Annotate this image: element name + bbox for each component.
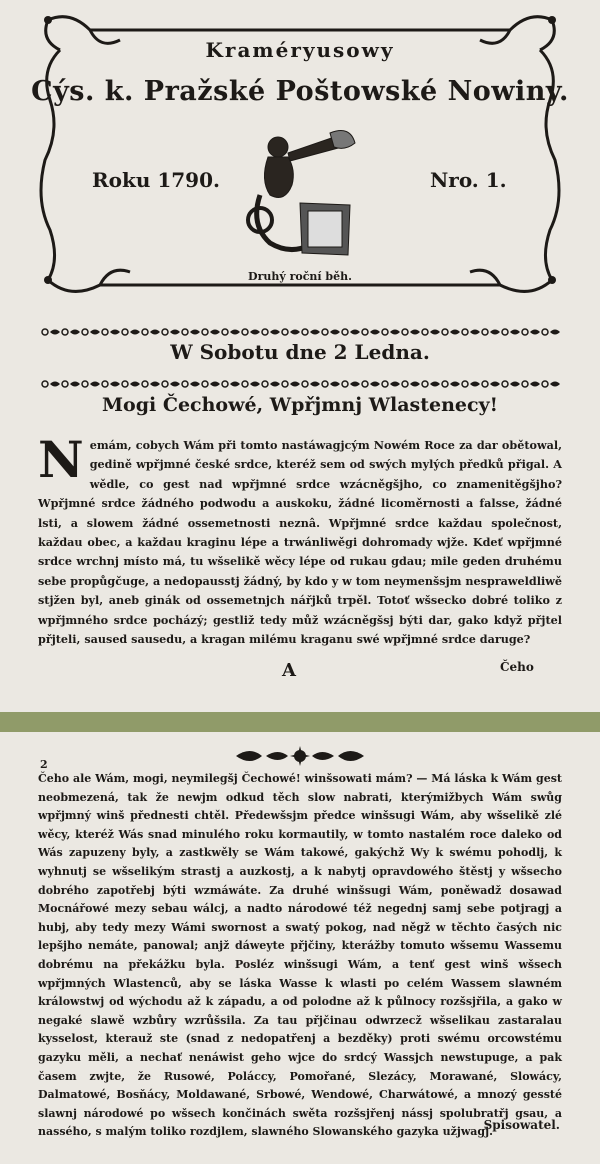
- publisher-name: Kraméryusowy: [205, 38, 395, 62]
- page-number: 2: [40, 758, 48, 771]
- newspaper-page-2: [0, 732, 600, 1164]
- article-body-page-2: Čeho ale Wám, mogi, neymilegšj Čechowé! winšsowati mám? — Má láska k Wám gest neobmezená, tak že newjm odkud těch slow nabrati, kterýmižbych Wám swůg wpřjmný winš přednesti chtěl. Předewšsjm předce winšsugi Wám, aby wšselikě zlé wěcy, kteréž Wás snad minulého roku kormautily, w tomto nastalém roce daleko od Wás zapuzeny byly, a zastkwěly se Wám takowé, gakýchž Wy k swému pohodlj, k wyhnutj se wšselikým strastj a auzkostj, a k nabytj opravdowého štěstj y wšsecho dobrého zapotřebj býti wzmáwáte. Za druhé winšsugi Wám, poněwadž dosawad Mocnářowé mezy sebau wálcj, a nadto národowé též negednj samj sebe potjragj a hubj, aby tedy mezy Wámi swornost a swatý pokog, nad něgž w těchto časých nic lepšjho nemáte, panowal; anjž dáweyte přjčiny, kterážby tomuto wšsemu Wassemu dobrému na překážku byla. Posléz winšsugi Wám, a tenť gest winš wšsech wpřjmných Wlastenců, aby se láska Wasse k wlasti po celém Wassem slawném králowstwj od wýchodu až k západu, a od polodne až k půlnocy rozšsjřila, a gako w negaké slawě wzbůry wzrůšsila. Za tau přjčinau odwrzecž wšselikau zastaralau kysselost, kterauž ste (snad z nedopatřenj a bezděky) proti swému orcowstému gazyku měli, a nechať nenáwist geho wjce do srdcý Wassjch newstupuge, a pak časem zwjte, že Rusowé, Poláccy, Pomořané, Slezácy, Morawané, Slowácy, Dalmatowé, Bosňácy, Moldawané, Srbowé, Wendowé, Charwátowé, a mnozý gessté slawnj národowé po wšsech končinách swěta rozšsjřenj nássj spolubratřj gsau, a nassého, s malým toliko rozdjlem, slawného Slowanského gazyka užjwagj.: [38, 772, 562, 1139]
- author-signature: Spisowatel.: [483, 1118, 560, 1132]
- edition-note: Druhý roční běh.: [248, 270, 352, 283]
- newspaper-title: Cýs. k. Pražské Poštowské Nowiny.: [31, 76, 569, 107]
- page-divider: [0, 712, 600, 732]
- ornament-border-bottom: [40, 374, 560, 384]
- article-body-page-1: [38, 430, 562, 649]
- signature-mark: A: [282, 660, 296, 681]
- catchword: Čeho: [500, 660, 534, 674]
- article-text: emám, cobych Wám při tomto nastáwagjcým Nowém Roce za dar obětowal, gedině wpřjmné české srdce, kteréž sem od swých mylých předků přigal. A wědle, co gest nad wpřjmné srdce wzácněgšjho, co znamenitěgšjho? Wpřjmné srdce žádného podwodu a auskoku, žádné licoměrnosti a falsse, žádné lsti, a slowem žádné ossemetnosti neznâ. Wpřjmné srdce každau společnost, každau obec, a každau kraginu lépe a trwánliwěgi dohromady wjže. Kdeť wpřjmné srdce wrchnj místo má, tu wšselikě wěcy lépe od rukau gdau; mile geden druhému sebe propůgčuge, a nedopausstj žádný, by kdo y w tom neymenšsjm nespraweldliwě stjžen byl, aneb ginák od ossemetnjch nářjků trpěl. Totoť wšsecko dobré toliko z wpřjmného srdce pocházý; gestliž tedy můž wzácněgšsj býti dar, gako když přjtel přjteli, saused sausedu, a kragan milému kraganu swé wpřjmné srdce daruge?: [38, 438, 562, 647]
- trumpeting-cherub-emblem-icon: [230, 125, 370, 265]
- issue-number: Nro. 1.: [430, 168, 507, 192]
- issue-year: Roku 1790.: [92, 168, 220, 192]
- article-headline: Mogi Čechowé, Wpřjmnj Wlastenecy!: [102, 394, 498, 416]
- drop-cap: N: [38, 430, 84, 489]
- dateline: W Sobotu dne 2 Ledna.: [170, 340, 430, 364]
- ornament-border-top: [40, 322, 560, 332]
- floral-ornament-icon: [232, 744, 368, 768]
